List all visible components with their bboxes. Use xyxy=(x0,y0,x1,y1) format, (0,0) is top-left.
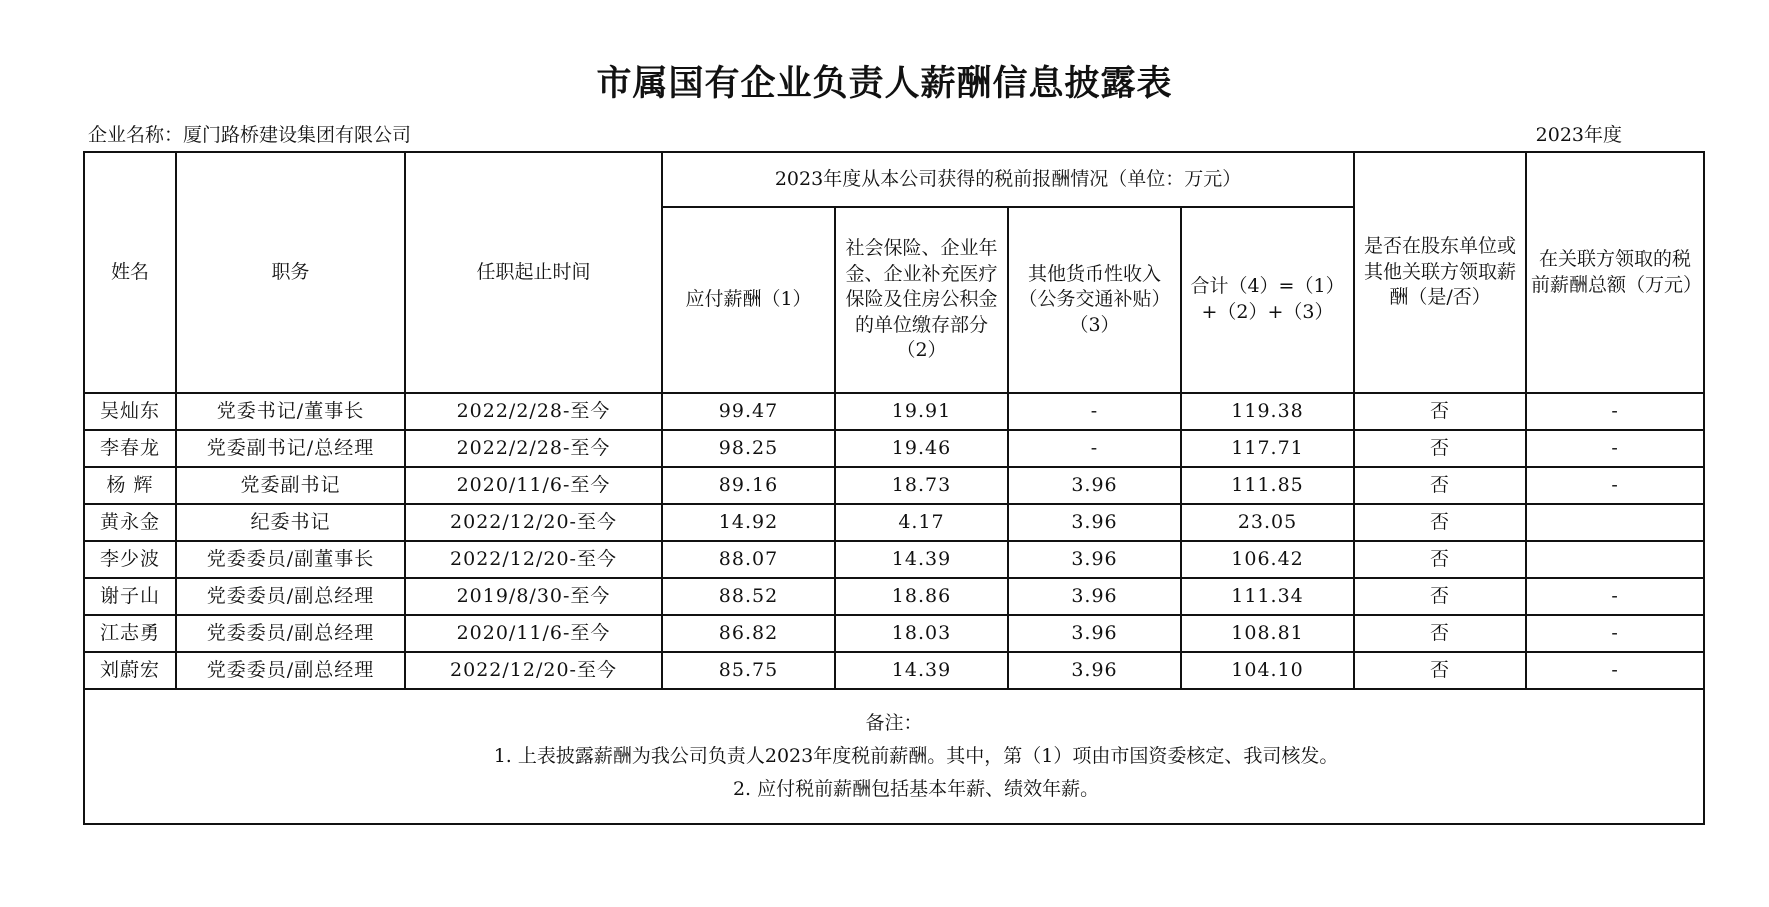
cell-other-income: 3.96 xyxy=(1008,467,1181,504)
cell-position: 纪委书记 xyxy=(176,504,405,541)
cell-position: 党委书记/董事长 xyxy=(176,393,405,430)
header-shareholder-pay: 是否在股东单位或其他关联方领取薪酬（是/否） xyxy=(1354,152,1526,393)
cell-social-insurance: 19.91 xyxy=(835,393,1008,430)
cell-term: 2022/12/20-至今 xyxy=(405,652,662,689)
cell-social-insurance: 14.39 xyxy=(835,652,1008,689)
header-payable-salary: 应付薪酬（1） xyxy=(662,207,835,393)
cell-shareholder-pay: 否 xyxy=(1354,541,1526,578)
cell-related-pay-total: - xyxy=(1526,467,1704,504)
cell-other-income: 3.96 xyxy=(1008,541,1181,578)
company-name: 企业名称：厦门路桥建设集团有限公司 xyxy=(88,124,412,146)
header-other-income: 其他货币性收入（公务交通补贴）（3） xyxy=(1008,207,1181,393)
cell-position: 党委委员/副董事长 xyxy=(176,541,405,578)
header-term: 任职起止时间 xyxy=(405,152,662,393)
cell-shareholder-pay: 否 xyxy=(1354,578,1526,615)
cell-term: 2022/2/28-至今 xyxy=(405,430,662,467)
cell-social-insurance: 18.73 xyxy=(835,467,1008,504)
cell-term: 2020/11/6-至今 xyxy=(405,467,662,504)
cell-other-income: - xyxy=(1008,430,1181,467)
cell-payable-salary: 88.07 xyxy=(662,541,835,578)
cell-social-insurance: 19.46 xyxy=(835,430,1008,467)
cell-name: 李少波 xyxy=(84,541,176,578)
cell-total: 23.05 xyxy=(1181,504,1354,541)
table-row xyxy=(84,541,1704,578)
cell-related-pay-total: - xyxy=(1526,615,1704,652)
cell-term: 2022/12/20-至今 xyxy=(405,504,662,541)
cell-related-pay-total: - xyxy=(1526,578,1704,615)
cell-payable-salary: 85.75 xyxy=(662,652,835,689)
cell-other-income: 3.96 xyxy=(1008,615,1181,652)
cell-payable-salary: 88.52 xyxy=(662,578,835,615)
cell-payable-salary: 89.16 xyxy=(662,467,835,504)
cell-total: 104.10 xyxy=(1181,652,1354,689)
cell-payable-salary: 14.92 xyxy=(662,504,835,541)
header-total: 合计（4）=（1）+（2）+（3） xyxy=(1181,207,1354,393)
salary-disclosure-table xyxy=(83,151,1705,825)
cell-social-insurance: 18.03 xyxy=(835,615,1008,652)
cell-total: 119.38 xyxy=(1181,393,1354,430)
cell-position: 党委委员/副总经理 xyxy=(176,652,405,689)
header-position: 职务 xyxy=(176,152,405,393)
header-social-insurance: 社会保险、企业年金、企业补充医疗保险及住房公积金的单位缴存部分（2） xyxy=(835,207,1008,393)
cell-name: 刘蔚宏 xyxy=(84,652,176,689)
cell-related-pay-total: - xyxy=(1526,430,1704,467)
table-row xyxy=(84,615,1704,652)
cell-related-pay-total xyxy=(1526,504,1704,541)
cell-related-pay-total: - xyxy=(1526,393,1704,430)
cell-name: 江志勇 xyxy=(84,615,176,652)
cell-shareholder-pay: 否 xyxy=(1354,467,1526,504)
cell-total: 117.71 xyxy=(1181,430,1354,467)
report-year: 2023年度 xyxy=(1535,124,1622,146)
cell-shareholder-pay: 否 xyxy=(1354,615,1526,652)
cell-name: 黄永金 xyxy=(84,504,176,541)
header-related-pay-total: 在关联方领取的税前薪酬总额（万元） xyxy=(1526,152,1704,393)
cell-position: 党委副书记 xyxy=(176,467,405,504)
cell-position: 党委委员/副总经理 xyxy=(176,578,405,615)
cell-social-insurance: 4.17 xyxy=(835,504,1008,541)
cell-social-insurance: 14.39 xyxy=(835,541,1008,578)
table-row xyxy=(84,430,1704,467)
cell-shareholder-pay: 否 xyxy=(1354,504,1526,541)
cell-other-income: 3.96 xyxy=(1008,652,1181,689)
cell-payable-salary: 98.25 xyxy=(662,430,835,467)
note-item: 2. 应付税前薪酬包括基本年薪、绩效年薪。 xyxy=(732,778,1100,801)
cell-name: 谢子山 xyxy=(84,578,176,615)
cell-payable-salary: 86.82 xyxy=(662,615,835,652)
cell-total: 108.81 xyxy=(1181,615,1354,652)
cell-shareholder-pay: 否 xyxy=(1354,652,1526,689)
page-title: 市属国有企业负责人薪酬信息披露表 xyxy=(596,64,1173,104)
cell-term: 2022/12/20-至今 xyxy=(405,541,662,578)
cell-related-pay-total: - xyxy=(1526,652,1704,689)
cell-related-pay-total xyxy=(1526,541,1704,578)
notes-row xyxy=(84,689,1704,824)
cell-name: 吴灿东 xyxy=(84,393,176,430)
cell-other-income: 3.96 xyxy=(1008,504,1181,541)
table-row xyxy=(84,467,1704,504)
table-row xyxy=(84,652,1704,689)
note-item: 1. 上表披露薪酬为我公司负责人2023年度税前薪酬。其中，第（1）项由市国资委核定、我司核发。 xyxy=(493,744,1339,767)
cell-shareholder-pay: 否 xyxy=(1354,430,1526,467)
cell-position: 党委副书记/总经理 xyxy=(176,430,405,467)
table-row xyxy=(84,504,1704,541)
cell-social-insurance: 18.86 xyxy=(835,578,1008,615)
cell-other-income: 3.96 xyxy=(1008,578,1181,615)
notes-label: 备注： xyxy=(865,711,923,734)
cell-term: 2022/2/28-至今 xyxy=(405,393,662,430)
cell-shareholder-pay: 否 xyxy=(1354,393,1526,430)
cell-name: 杨 辉 xyxy=(84,467,176,504)
cell-total: 111.85 xyxy=(1181,467,1354,504)
notes-section xyxy=(84,689,1704,824)
table-row xyxy=(84,393,1704,430)
cell-total: 106.42 xyxy=(1181,541,1354,578)
table-row xyxy=(84,578,1704,615)
header-pretax-group: 2023年度从本公司获得的税前报酬情况（单位：万元） xyxy=(662,152,1354,207)
cell-total: 111.34 xyxy=(1181,578,1354,615)
cell-term: 2019/8/30-至今 xyxy=(405,578,662,615)
cell-payable-salary: 99.47 xyxy=(662,393,835,430)
cell-term: 2020/11/6-至今 xyxy=(405,615,662,652)
header-name: 姓名 xyxy=(84,152,176,393)
cell-position: 党委委员/副总经理 xyxy=(176,615,405,652)
cell-name: 李春龙 xyxy=(84,430,176,467)
cell-other-income: - xyxy=(1008,393,1181,430)
